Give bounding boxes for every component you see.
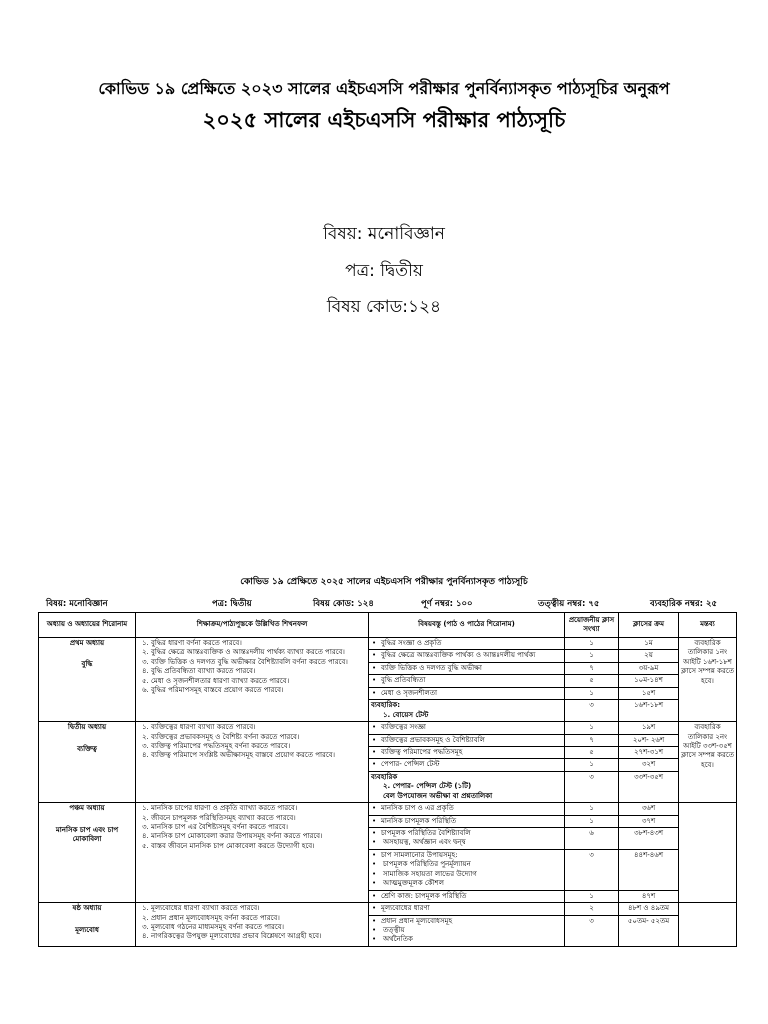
content-item: • মূল্যবোধের ধারণা: [371, 904, 562, 913]
content-item: • প্রধান প্রধান মূল্যবোধসমূহ: [371, 917, 562, 926]
col-content: বিষয়বস্তু (পাঠ ও পাঠের শিরোনাম): [369, 613, 565, 638]
class-count: ৫: [565, 675, 619, 687]
content-cell: [369, 803, 565, 815]
class-order: ১৫শ: [619, 687, 679, 699]
class-order: ৫০তম- ৫২তম: [619, 915, 679, 946]
practical-title: ব্যবহারিক: [371, 772, 398, 781]
outcome-item: ২. বুদ্ধির ক্ষেত্রে আন্তঃব্যক্তিক ও আন্তঃদলীয় পার্থক্য ব্যাখ্যা করতে পারবে।: [142, 648, 345, 657]
outcome-item: ৫. মেধা ও সৃজনশীলতার ধারণা ব্যাখ্যা করতে পারবে।: [142, 676, 290, 685]
content-cell: [369, 828, 565, 850]
content-cell: [369, 759, 565, 771]
content-item: • ব্যক্তিত্বের প্রভাবকসমূহ ও বৈশিষ্ট্যাবলি: [371, 736, 562, 745]
outcomes-cell: [136, 903, 369, 947]
content-subitem: • আত্মমুক্তমূলক কৌশল: [371, 879, 562, 888]
outcome-item: ৪. ব্যক্তিত্ব পরিমাপে সংশ্লিষ্ট অভীক্ষাসমূহ বাস্তবে প্রয়োগ করতে পারবে।: [142, 751, 336, 760]
remarks-cell: ব্যবহারিক তালিকার ২নং আইটি ৩৩শ-৩৫শ ক্লাসে সম্পন্ন করতে হবে।: [679, 722, 737, 803]
class-order: ৩৮শ-৪৩শ: [619, 828, 679, 850]
content-cell: [369, 734, 565, 746]
outcome-item: ৩. ব্যক্তি ভিত্তিক ও দলগত বুদ্ধি অভীক্ষার বৈশিষ্ট্যাবলি বর্ণনা করতে পারবে।: [142, 657, 348, 666]
class-order: ২য়: [619, 650, 679, 662]
content-item: • ব্যক্তিত্বের সংজ্ঞা: [371, 723, 562, 732]
outcome-item: ৫. বাস্তব জীবনে মানসিক চাপ মোকাবেলা করতে উদ্যোগী হবে।: [142, 841, 315, 850]
class-order: ১০ম-১৪শ: [619, 675, 679, 687]
class-order: ৩৭শ: [619, 815, 679, 827]
outcome-item: ৩. ব্যক্তিত্ব পরিমাপের পদ্ধতিসমূহ বর্ণনা করতে পারবে।: [142, 741, 291, 750]
chapter-name: ব্যক্তিত্ব: [77, 744, 97, 753]
class-order: ৪৮শ ও ৪৯তম: [619, 903, 679, 915]
class-count: ৭: [565, 662, 619, 674]
content-subitem: • অর্থনৈতিক: [371, 935, 562, 944]
class-count: ১: [565, 638, 619, 650]
content-subitem: • চাপমূলক পরিস্থিতির পুনর্মূল্যায়ন: [371, 860, 562, 869]
chapter-name: মূল্যবোধ: [75, 925, 99, 934]
chapter-number: ষষ্ঠ অধ্যায়: [72, 904, 102, 913]
content-cell: [369, 849, 565, 890]
class-count: ১: [565, 815, 619, 827]
outcomes-list: [138, 804, 366, 851]
class-count: ৭: [565, 734, 619, 746]
table-row: [39, 722, 737, 734]
class-order: ৩য়-৯ম: [619, 662, 679, 674]
class-count: ৩: [565, 771, 619, 802]
remarks-cell: [679, 903, 737, 947]
outcome-item: ১. বুদ্ধির ধারণা বর্ণনা করতে পারবে।: [142, 639, 242, 647]
chapter-cell: [39, 638, 136, 722]
header-line-2: ২০২৫ সালের এইচএসসি পরীক্ষার পাঠ্যসূচি: [202, 108, 566, 132]
practical-item: ২. পেপার- পেন্সিল টেস্ট (১টি): [383, 782, 472, 791]
table-row: [39, 903, 737, 915]
outcomes-cell: [136, 803, 369, 903]
content-cell: [369, 890, 565, 902]
col-chapter: অধ্যায় ও অধ্যায়ের শিরোনাম: [39, 613, 136, 638]
content-item: • ব্যক্তি ভিত্তিক ও দলগত বুদ্ধি অভীক্ষা: [371, 664, 562, 673]
class-order: ২৭শ-৩১শ: [619, 746, 679, 758]
content-item: • বুদ্ধির ক্ষেত্রে আন্তঃব্যক্তিক পার্থক্য ও আন্তঃদলীয় পার্থক্য: [371, 651, 562, 660]
info-practical-marks: ব্যবহারিক নম্বর: ২৫: [650, 599, 718, 609]
col-order: ক্লাসের ক্রম: [619, 613, 679, 638]
class-count: ১: [565, 759, 619, 771]
content-cell: [369, 662, 565, 674]
content-cell: [369, 915, 565, 946]
content-item: • পেপার- পেন্সিল টেস্ট: [371, 760, 562, 769]
content-item: • ব্যক্তিত্ব পরিমাপের পদ্ধতিসমূহ: [371, 748, 562, 757]
outcome-item: ৩. মূল্যবোধ গঠনের মাধ্যমসমূহ বর্ণনা করতে পারবে।: [142, 922, 285, 931]
class-count: ১: [565, 722, 619, 734]
subject-code-label: বিষয় কোড:১২৪: [326, 297, 442, 317]
class-count: ৬: [565, 828, 619, 850]
content-subitem: • তত্ত্বীয়: [371, 926, 562, 935]
remarks-cell: [679, 803, 737, 903]
content-cell: [369, 771, 565, 802]
outcome-item: ১. মানসিক চাপের ধারণা ও প্রকৃতি ব্যাখ্যা করতে পারবে।: [142, 804, 298, 813]
col-remarks: মন্তব্য: [679, 613, 737, 638]
class-count: ১: [565, 650, 619, 662]
outcomes-cell: [136, 638, 369, 722]
outcomes-list: [138, 639, 366, 696]
class-count: ৫: [565, 746, 619, 758]
class-count: ৩: [565, 700, 619, 722]
content-item: • মানসিক চাপ ও এর প্রকৃতি: [371, 804, 562, 813]
class-order: ৩২শ: [619, 759, 679, 771]
content-item: • মানসিক চাপমূলক পরিস্থিতি: [371, 817, 562, 826]
outcomes-list: [138, 904, 366, 942]
content-cell: [369, 815, 565, 827]
info-code: বিষয় কোড: ১২৪: [313, 599, 374, 609]
outcomes-list: [138, 723, 366, 761]
outcome-item: ৪. বুদ্ধি প্রতিবন্ধিতা ব্যাখ্যা করতে পারবে।: [142, 667, 256, 676]
class-count: ৩: [565, 915, 619, 946]
class-order: ৪৪শ-৪৬শ: [619, 849, 679, 890]
content-subitem: • অসহায়ত্ব, অর্থজ্ঞান এবং দ্বন্দ্ব: [371, 838, 562, 847]
chapter-number: পঞ্চম অধ্যায়: [69, 804, 105, 813]
class-count: ২: [565, 903, 619, 915]
chapter-name: বুদ্ধি: [81, 660, 93, 669]
chapter-number: দ্বিতীয় অধ্যায়: [67, 723, 107, 732]
class-count: ১: [565, 890, 619, 902]
subject-label: বিষয়: মনোবিজ্ঞান: [323, 224, 445, 244]
class-order: ১৬শ-১৮শ: [619, 700, 679, 722]
content-item: • বুদ্ধির সংজ্ঞা ও প্রকৃতি: [371, 639, 562, 648]
content-item: • শ্রেণি কাজ: চাপমূলক পরিস্থিতি: [371, 892, 562, 901]
header-line-1: কোভিড ১৯ প্রেক্ষিতে ২০২৩ সালের এইচএসসি পরীক্ষার পুনর্বিন্যাসকৃত পাঠ্যসূচির অনুরূপ: [98, 79, 670, 98]
syllabus-table: [38, 612, 737, 947]
remarks-cell: ব্যবহারিক তালিকার ১নং আইটি ১৬শ-১৮শ ক্লাসে সম্পন্ন করতে হবে।: [679, 638, 737, 722]
class-order: ১৯শ: [619, 722, 679, 734]
content-item: • বুদ্ধি প্রতিবন্ধিতা: [371, 676, 562, 685]
outcome-item: ১. ব্যক্তিত্বের ধারণা ব্যাখ্যা করতে পারবে।: [142, 723, 256, 732]
content-cell: [369, 700, 565, 722]
content-cell: [369, 722, 565, 734]
chapter-cell: [39, 803, 136, 903]
class-order: ৩৩শ-৩৫শ: [619, 771, 679, 802]
info-theory-marks: তত্ত্বীয় নম্বর: ৭৫: [538, 599, 600, 609]
content-item: • চাপ সামলানোর উপায়সমূহ:: [371, 851, 562, 860]
chapter-name: মানসিক চাপ এবং চাপ মোকাবিলা: [55, 825, 119, 843]
outcome-item: ২. জীবনে চাপমূলক পরিস্থিতিসমূহ ব্যাখ্যা করতে পারবে।: [142, 813, 296, 822]
chapter-cell: [39, 903, 136, 947]
chapter-cell: [39, 722, 136, 803]
table-row: [39, 803, 737, 815]
class-count: ১: [565, 687, 619, 699]
table-row: [39, 638, 737, 650]
outcome-item: ২. ব্যক্তিত্বের প্রভাবকসমূহ ও বৈশিষ্ট্য বর্ণনা করতে পারবে।: [142, 732, 300, 741]
content-cell: [369, 638, 565, 650]
col-outcomes: শিক্ষাক্রম/পাঠ্যপুস্তকে উল্লিখিত শিখনফল: [136, 613, 369, 638]
class-order: ৩৬শ: [619, 803, 679, 815]
info-subject: বিষয়: মনোবিজ্ঞান: [46, 599, 108, 609]
practical-title: ব্যবহারিক:: [371, 701, 401, 710]
info-full-marks: পূর্ণ নম্বর: ১০০: [421, 599, 473, 609]
practical-item: বেল উপযোজন অভীক্ষা বা প্রশ্নতালিকা: [383, 791, 493, 800]
info-row: [46, 597, 731, 611]
table-header-row: [39, 613, 737, 638]
info-paper: পত্র: দ্বিতীয়: [212, 599, 252, 609]
outcome-item: ৬. বুদ্ধির পরিমাপসমূহ বাস্তবে প্রয়োগ করতে পারবে।: [142, 686, 284, 695]
class-order: ৪৭শ: [619, 890, 679, 902]
class-count: ১: [565, 803, 619, 815]
col-classes: প্রয়োজনীয় ক্লাস সংখ্যা: [565, 613, 619, 638]
chapter-number: প্রথম অধ্যায়: [69, 639, 105, 647]
content-subitem: • সামাজিক সহায়তা লাভের উদ্যোগ: [371, 870, 562, 879]
outcomes-cell: [136, 722, 369, 803]
content-cell: [369, 903, 565, 915]
outcome-item: ২. প্রধান প্রধান মূল্যবোধসমূহ বর্ণনা করতে পারবে।: [142, 913, 280, 922]
class-order: ১ম: [619, 638, 679, 650]
outcome-item: ৩. মানসিক চাপ এর বৈশিষ্ট্যসমূহ বর্ণনা করতে পারবে।: [142, 823, 288, 831]
class-count: ৩: [565, 849, 619, 890]
content-item: • চাপমূলক পরিস্থিতির বৈশিষ্ট্যাবলি: [371, 829, 562, 838]
outcome-item: ১. মূল্যবোধের ধারণা ব্যাখ্যা করতে পারবে।: [142, 904, 260, 913]
outcome-item: ৪. মানসিক চাপ মোকাবেলা করার উপায়সমূহ বর্ণনা করতে পারবে।: [142, 832, 323, 841]
table-title: কোভিড ১৯ প্রেক্ষিতে ২০২৫ সালের এইচএসসি পরীক্ষার পুনর্বিন্যাসকৃত পাঠ্যসূচি: [240, 577, 528, 587]
class-order: ২০শ- ২৬শ: [619, 734, 679, 746]
content-item: • মেধা ও সৃজনশীলতা: [371, 689, 562, 698]
practical-item: ১. বোয়েস টেস্ট: [383, 710, 429, 719]
content-cell: [369, 650, 565, 662]
outcome-item: ৪. নাগরিকত্বের উপযুক্ত মূল্যবোধের প্রভাব বিশ্লেষণে আগ্রহী হবে।: [142, 932, 322, 941]
content-cell: [369, 687, 565, 699]
paper-label: পত্র: দ্বিতীয়: [345, 261, 423, 281]
content-cell: [369, 675, 565, 687]
content-cell: [369, 746, 565, 758]
